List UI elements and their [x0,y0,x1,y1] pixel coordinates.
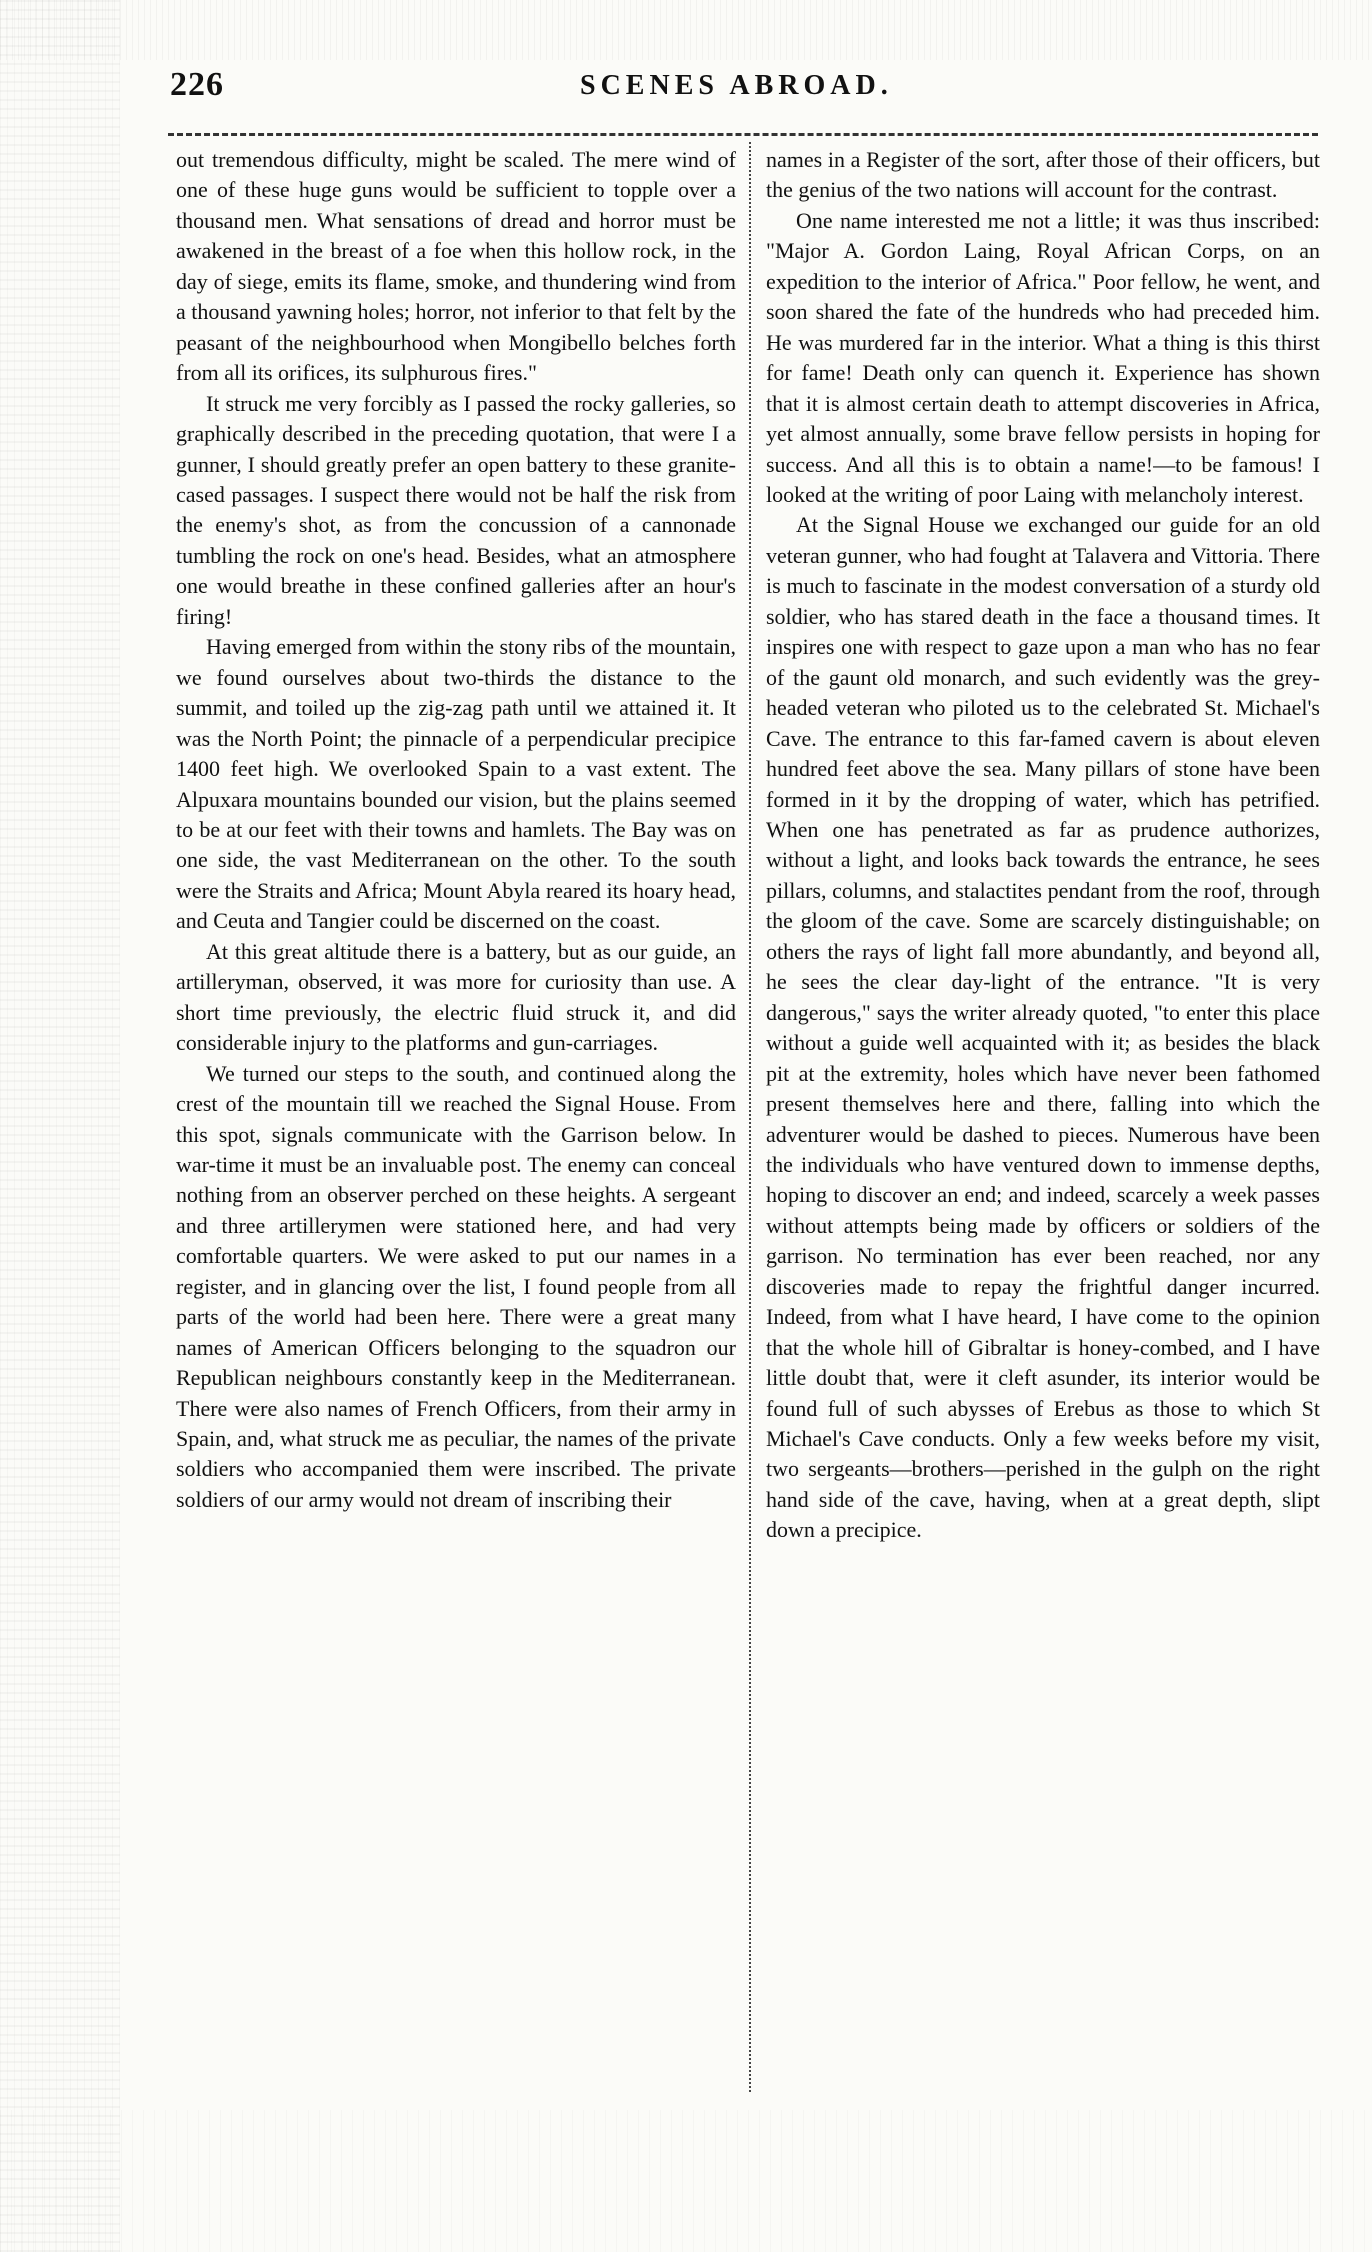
column-divider [749,142,751,2092]
running-head [170,66,1300,122]
header-rule [168,133,1318,136]
page-number: 226 [170,66,224,103]
right-column [766,145,1320,2090]
paragraph: Having emerged from within the stony ribs of the mountain, we found ourselves about two-thirds the distance to the summit, and toiled up the zig-zag path until we attained it. It was the North Point; the pinnacle of a perpendicular precipice 1400 feet high. We overlooked Spain to a vast extent. The Alpuxara mountains bounded our vision, but the plains seemed to be at our feet with their towns and hamlets. The Bay was on one side, the vast Mediterranean on the other. To the south were the Straits and Africa; Mount Abyla reared its hoary head, and Ceuta and Tangier could be discerned on the coast. [176,634,736,934]
left-column [176,145,736,2090]
scan-bottom-noise [0,2110,1372,2252]
paragraph: names in a Register of the sort, after those of their officers, but the genius of the two nations will account for the contrast. [766,147,1320,203]
scan-top-noise [0,0,1372,60]
paragraph: At this great altitude there is a battery, but as our guide, an artilleryman, observed, it was more for curiosity than use. A short time previously, the electric fluid struck it, and did considerable injury to the platforms and gun-carriages. [176,938,736,1056]
paragraph: We turned our steps to the south, and continued along the crest of the mountain till we reached the Signal House. From this spot, signals communicate with the Garrison below. In war-time it must be an invaluable post. The enemy can conceal nothing from an observer perched on these heights. A sergeant and three artillerymen were stationed here, and had very comfortable quarters. We were asked to put our names in a register, and in glancing over the list, I found people from all parts of the world had been here. There were a great many names of American Officers belonging to the squadron our Republican neighbours constantly keep in the Mediterranean. There were also names of French Officers, from their army in Spain, and, what struck me as peculiar, the names of the private soldiers who accompanied them were inscribed. The private soldiers of our army would not dream of inscribing their [176,1060,736,1512]
paragraph: It struck me very forcibly as I passed the rocky galleries, so graphically described in the preceding quotation, that were I a gunner, I should greatly prefer an open battery to these granite-cased passages. I suspect there would not be half the risk from the enemy's shot, as from the concussion of a cannonade tumbling the rock on one's head. Besides, what an atmosphere one would breathe in these confined galleries after an hour's firing! [176,390,736,629]
paragraph: One name interested me not a little; it was thus inscribed: "Major A. Gordon Laing, Royal African Corps, on an expedition to the interior of Africa." Poor fellow, he went, and soon shared the fate of the hundreds who had preceded him. He was murdered far in the interior. What a thing is this thirst for fame! Death only can quench it. Experience has shown that it is almost certain death to attempt discoveries in Africa, yet almost annually, some brave fellow persists in hoping for success. And all this is to obtain a name!—to be famous! I looked at the writing of poor Laing with melancholy interest. [766,207,1320,507]
paragraph: out tremendous difficulty, might be scaled. The mere wind of one of these huge guns would be sufficient to topple over a thousand men. What sensations of dread and horror must be awakened in the breast of a foe when this hollow rock, in the day of siege, emits its flame, smoke, and thundering wind from a thousand yawning holes; horror, not inferior to that felt by the peasant of the neighbourhood when Mongibello belches forth from all its orifices, its sulphurous fires." [176,147,736,386]
scan-edge-noise [0,0,120,2252]
paragraph: At the Signal House we exchanged our guide for an old veteran gunner, who had fought at Talavera and Vittoria. There is much to fascinate in the modest conversation of a sturdy old soldier, who has stared death in the face a thousand times. It inspires one with respect to gaze upon a man who has no fear of the gaunt old monarch, and such evidently was the grey-headed veteran who piloted us to the celebrated St. Michael's Cave. The entrance to this far-famed cavern is about eleven hundred feet above the sea. Many pillars of stone have been formed in it by the dropping of water, which has petrified. When one has penetrated as far as prudence authorizes, without a light, and looks back towards the entrance, he sees pillars, columns, and stalactites pendant from the roof, through the gloom of the cave. Some are scarcely distinguishable; on others the rays of light fall more abundantly, and beyond all, he sees the clear day-light of the entrance. "It is very dangerous," says the writer already quoted, "to enter this place without a guide well acquainted with it; as besides the black pit at the extremity, holes which have never been fathomed present themselves here and there, falling into which the adventurer would be dashed to pieces. Numerous have been the individuals who have ventured down to immense depths, hoping to discover an end; and indeed, scarcely a week passes without attempts being made by officers or soldiers of the garrison. No termination has ever been reached, nor any discoveries made to repay the frightful danger incurred. Indeed, from what I have heard, I have come to the opinion that the whole hill of Gibraltar is honey-combed, and I have little doubt that, were it cleft asunder, its interior would be found full of such abysses of Erebus as those to which St Michael's Cave conducts. Only a few weeks before my visit, two sergeants—brothers—perished in the gulph on the right hand side of the cave, having, when at a great depth, slipt down a precipice. [766,512,1320,1543]
running-title: SCENES ABROAD. [580,70,893,101]
